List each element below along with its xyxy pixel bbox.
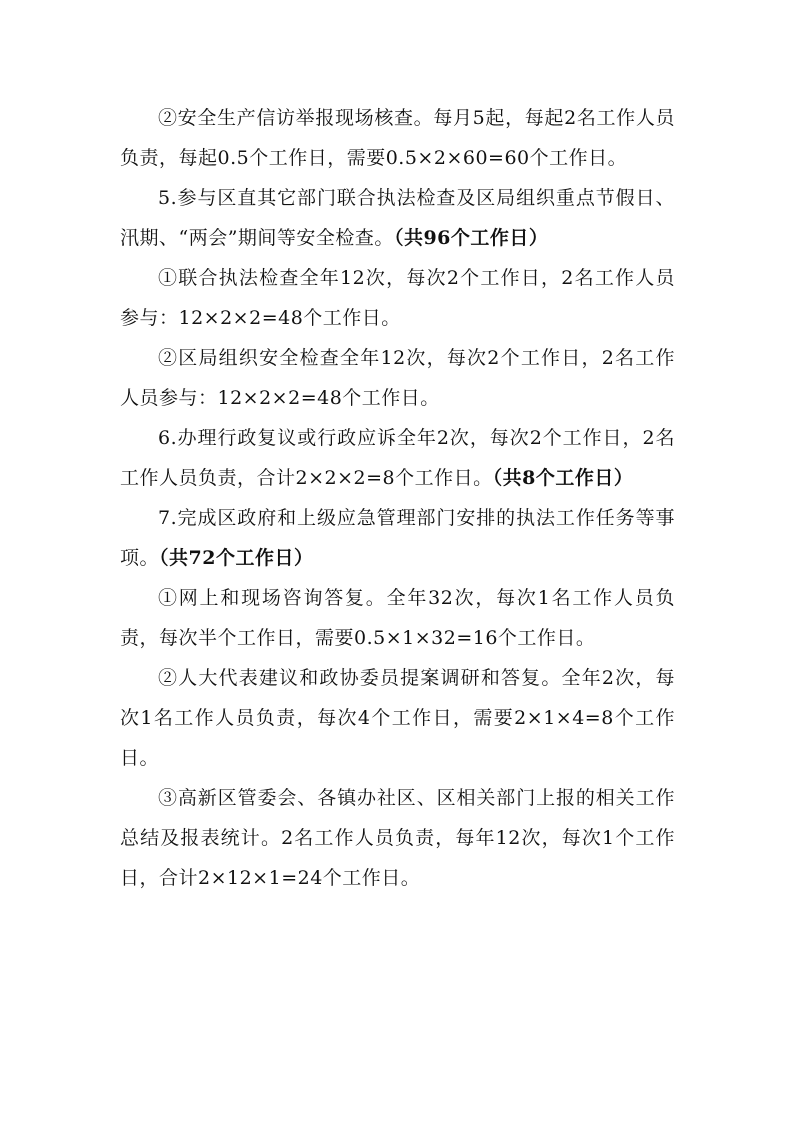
paragraph-bureau-inspection — [120, 338, 675, 418]
document-body — [120, 98, 675, 898]
paragraph-text: 5.参与区直其它部门联合执法检查及区局组织重点节假日、汛期、“两会”期间等安全检查。 — [120, 187, 675, 249]
paragraph-text: ②人大代表建议和政协委员提案调研和答复。全年2次，每次1名工作人员负责，每次4个工作日，需要2×1×4=8个工作日。 — [120, 667, 675, 769]
paragraph-consultation — [120, 578, 675, 658]
paragraph-reports — [120, 778, 675, 898]
paragraph-total: （共72个工作日） — [159, 547, 314, 569]
paragraph-text: ①网上和现场咨询答复。全年32次，每次1名工作人员负责，每次半个工作日，需要0.5×1×32=16个工作日。 — [120, 587, 675, 649]
paragraph-text: ①联合执法检查全年12次，每次2个工作日，2名工作人员参与：12×2×2=48个工作日。 — [120, 267, 675, 329]
paragraph-text: ③高新区管委会、各镇办社区、区相关部门上报的相关工作总结及报表统计。2名工作人员负责，每年12次，每次1个工作日，合计2×12×1=24个工作日。 — [120, 787, 675, 889]
paragraph-item-7 — [120, 498, 675, 578]
paragraph-item-5 — [120, 178, 675, 258]
paragraph-complaint-inspection — [120, 98, 675, 178]
paragraph-joint-inspection — [120, 258, 675, 338]
paragraph-proposals — [120, 658, 675, 778]
paragraph-text: 6.办理行政复议或行政应诉全年2次，每次2个工作日，2名工作人员负责，合计2×2×2=8个工作日。 — [120, 427, 675, 489]
paragraph-item-6 — [120, 418, 675, 498]
paragraph-total: （共8个工作日） — [492, 467, 634, 489]
paragraph-text: ②区局组织安全检查全年12次，每次2个工作日，2名工作人员参与：12×2×2=48个工作日。 — [120, 347, 675, 409]
paragraph-total: （共96个工作日） — [393, 227, 549, 249]
paragraph-text: ②安全生产信访举报现场核查。每月5起，每起2名工作人员负责，每起0.5个工作日，需要0.5×2×60=60个工作日。 — [120, 107, 675, 169]
paragraph-text: 7.完成区政府和上级应急管理部门安排的执法工作任务等事项。 — [120, 507, 675, 569]
